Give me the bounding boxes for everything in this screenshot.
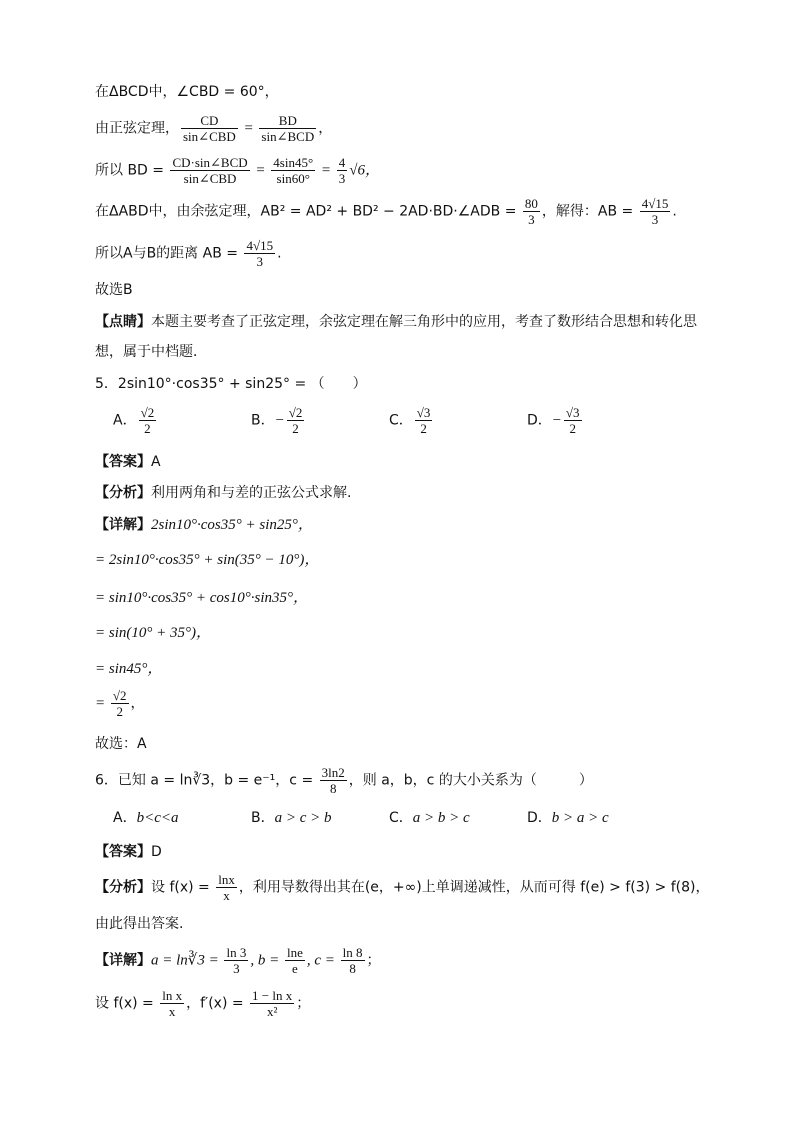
q6-answer (95, 845, 734, 859)
section-tag: 【答案】 (95, 844, 151, 860)
fraction (160, 988, 184, 1019)
question-6 (95, 765, 734, 796)
text: ，解得：AB = (541, 203, 638, 220)
text: a = ln∛3 = (151, 952, 223, 969)
question-text: 5．2sin10°·cos35° + sin25° = （ ） (95, 376, 367, 392)
fraction (341, 945, 365, 976)
option-text: b<c<a (136, 810, 179, 826)
text: 想，属于中档题． (95, 344, 207, 360)
numerator: CD·sin∠BCD (172, 155, 248, 170)
text: ，则 a，b，c 的大小关系为（ ） (348, 772, 593, 789)
text: 设 f(x) = (151, 879, 215, 896)
option-a (113, 405, 251, 436)
numerator: CD (181, 113, 238, 129)
text: 在ΔBCD中，∠CBD = 60°， (95, 84, 279, 100)
text: = sin45°， (95, 661, 163, 677)
line-distance (95, 238, 734, 269)
denominator: 8 (329, 781, 337, 796)
text: = 2sin10°·cos35° + sin(35° − 10°)， (95, 552, 320, 568)
line-remark (95, 315, 734, 329)
option-text: a > c > b (274, 810, 332, 826)
option-label: B． (251, 810, 275, 826)
text: √6， (349, 162, 381, 179)
text: = sin10°·cos35° + cos10°·sin35°， (95, 590, 308, 606)
q6-analysis-cont (95, 917, 734, 931)
denominator: 2 (144, 421, 151, 436)
fraction (224, 945, 248, 976)
text: 故选：A (95, 736, 147, 752)
numerator: lne (286, 945, 303, 960)
fraction (139, 405, 157, 436)
section-tag: 【点睛】 (95, 314, 151, 330)
denominator: 3 (338, 171, 346, 186)
text: 由此得出答案. (95, 916, 184, 932)
text: = (251, 162, 270, 179)
denominator: x (223, 888, 230, 903)
denominator: 3 (233, 961, 240, 976)
numerator: ln x (162, 988, 183, 1003)
q5-step-5 (95, 662, 734, 677)
text: 设 f(x) = (95, 995, 159, 1012)
line-sine-law (95, 113, 734, 144)
text: 在ΔABD中，由余弦定理，AB² = AD² + BD² − 2AD·BD·∠ADB = (95, 203, 521, 220)
section-tag: 【答案】 (95, 454, 151, 470)
text: = (317, 162, 335, 179)
fraction (259, 113, 316, 144)
text: ， (318, 120, 333, 137)
fraction (170, 155, 249, 186)
text: ； (296, 995, 311, 1012)
fraction (415, 405, 433, 436)
line-triangle-bcd (95, 85, 734, 99)
fraction (523, 196, 540, 227)
fraction (640, 196, 671, 227)
option-text: b > a > c (551, 810, 609, 826)
text: 故选B (95, 282, 133, 298)
q5-choose (95, 737, 734, 751)
denominator: 3 (651, 212, 659, 227)
option-b (251, 405, 389, 436)
fraction (287, 405, 305, 436)
numerator: 4√15 (246, 238, 274, 253)
line-bd-value (95, 155, 734, 186)
answer-value: A (151, 454, 161, 470)
option-sign: − (274, 412, 285, 429)
denominator: 3 (528, 212, 535, 227)
q5-detail (95, 518, 734, 533)
fraction (181, 113, 238, 144)
denominator: x² (266, 1004, 278, 1019)
numerator: √3 (565, 405, 580, 420)
q5-analysis (95, 486, 734, 500)
text: 2sin10°·cos35° + sin25°， (151, 517, 313, 533)
fraction (337, 155, 348, 186)
option-c (389, 405, 527, 436)
question-5-options (113, 405, 734, 436)
text: 利用两角和与差的正弦公式求解. (151, 485, 352, 501)
denominator: e (292, 961, 298, 976)
denominator: 2 (420, 421, 427, 436)
text: . (277, 245, 282, 262)
numerator: 1 − ln x (252, 988, 293, 1003)
fraction (216, 872, 237, 903)
text: , c = (306, 952, 339, 969)
denominator: 3 (256, 254, 264, 269)
answer-value: D (151, 844, 162, 860)
denominator: sin∠BCD (261, 129, 315, 144)
fraction (320, 765, 347, 796)
fraction (244, 238, 275, 269)
q5-answer (95, 455, 734, 469)
text: ； (366, 952, 381, 969)
text: 所以A与B的距离 AB = (95, 245, 243, 262)
option-a (113, 811, 251, 826)
option-label: B． (251, 412, 275, 429)
option-label: D． (527, 412, 552, 429)
q6-derivative (95, 988, 734, 1019)
line-remark-cont (95, 345, 734, 359)
text: . (672, 203, 677, 220)
line-choose-b (95, 283, 734, 297)
numerator: 4√15 (641, 196, 669, 211)
q6-detail (95, 945, 734, 976)
question-5 (95, 377, 734, 391)
text: 6．已知 a = ln∛3，b = e⁻¹，c = (95, 772, 318, 789)
numerator: lnx (218, 872, 235, 887)
section-tag: 【分析】 (95, 485, 151, 501)
numerator: √2 (112, 688, 127, 703)
text: ， (130, 695, 145, 712)
option-label: A． (113, 810, 137, 826)
text: = (239, 120, 258, 137)
section-tag: 【详解】 (95, 517, 151, 533)
section-tag: 【分析】 (95, 879, 151, 896)
q5-step-2 (95, 553, 734, 568)
option-b (251, 811, 389, 826)
text: ，利用导数得出其在(e，+∞)上单调递减性，从而可得 f(e) > f(3) > f(8)， (238, 879, 710, 896)
fraction (111, 688, 129, 719)
option-label: C． (389, 412, 413, 429)
text: 由正弦定理， (95, 120, 179, 137)
option-label: D． (527, 810, 552, 826)
text: , b = (250, 952, 283, 969)
denominator: sin∠CBD (183, 129, 236, 144)
option-sign: − (551, 412, 562, 429)
numerator: ln 3 (226, 945, 247, 960)
numerator: BD (259, 113, 316, 129)
option-label: C． (389, 810, 413, 826)
denominator: 2 (569, 421, 576, 436)
fraction (564, 405, 582, 436)
text: ，f′(x) = (186, 995, 249, 1012)
numerator: 3ln2 (321, 765, 345, 780)
numerator: 4 (338, 155, 346, 170)
numerator: √3 (416, 405, 431, 420)
section-tag: 【详解】 (95, 952, 151, 969)
text: 所以 BD = (95, 162, 169, 179)
fraction (285, 945, 305, 976)
option-text: a > b > c (412, 810, 470, 826)
denominator: sin60° (276, 171, 310, 186)
denominator: 2 (116, 704, 123, 719)
fraction (250, 988, 294, 1019)
numerator: ln 8 (342, 945, 363, 960)
q5-step-3 (95, 591, 734, 606)
denominator: 2 (292, 421, 299, 436)
question-6-options (113, 811, 734, 826)
q5-step-4 (95, 626, 734, 641)
numerator: √2 (140, 405, 155, 420)
numerator: 4sin45° (273, 155, 314, 170)
option-d (527, 405, 665, 436)
q5-step-6 (95, 688, 734, 719)
option-c (389, 811, 527, 826)
q6-analysis (95, 872, 734, 903)
numerator: 80 (524, 196, 538, 211)
option-d (527, 811, 665, 826)
denominator: sin∠CBD (183, 171, 237, 186)
option-label: A． (113, 412, 137, 429)
denominator: x (168, 1004, 176, 1019)
text: = (95, 695, 109, 712)
line-cosine-law (95, 196, 734, 227)
numerator: √2 (288, 405, 303, 420)
fraction (271, 155, 315, 186)
text: 本题主要考查了正弦定理，余弦定理在解三角形中的应用，考查了数形结合思想和转化思 (151, 314, 697, 330)
denominator: 8 (349, 961, 356, 976)
text: = sin(10° + 35°)， (95, 625, 211, 641)
